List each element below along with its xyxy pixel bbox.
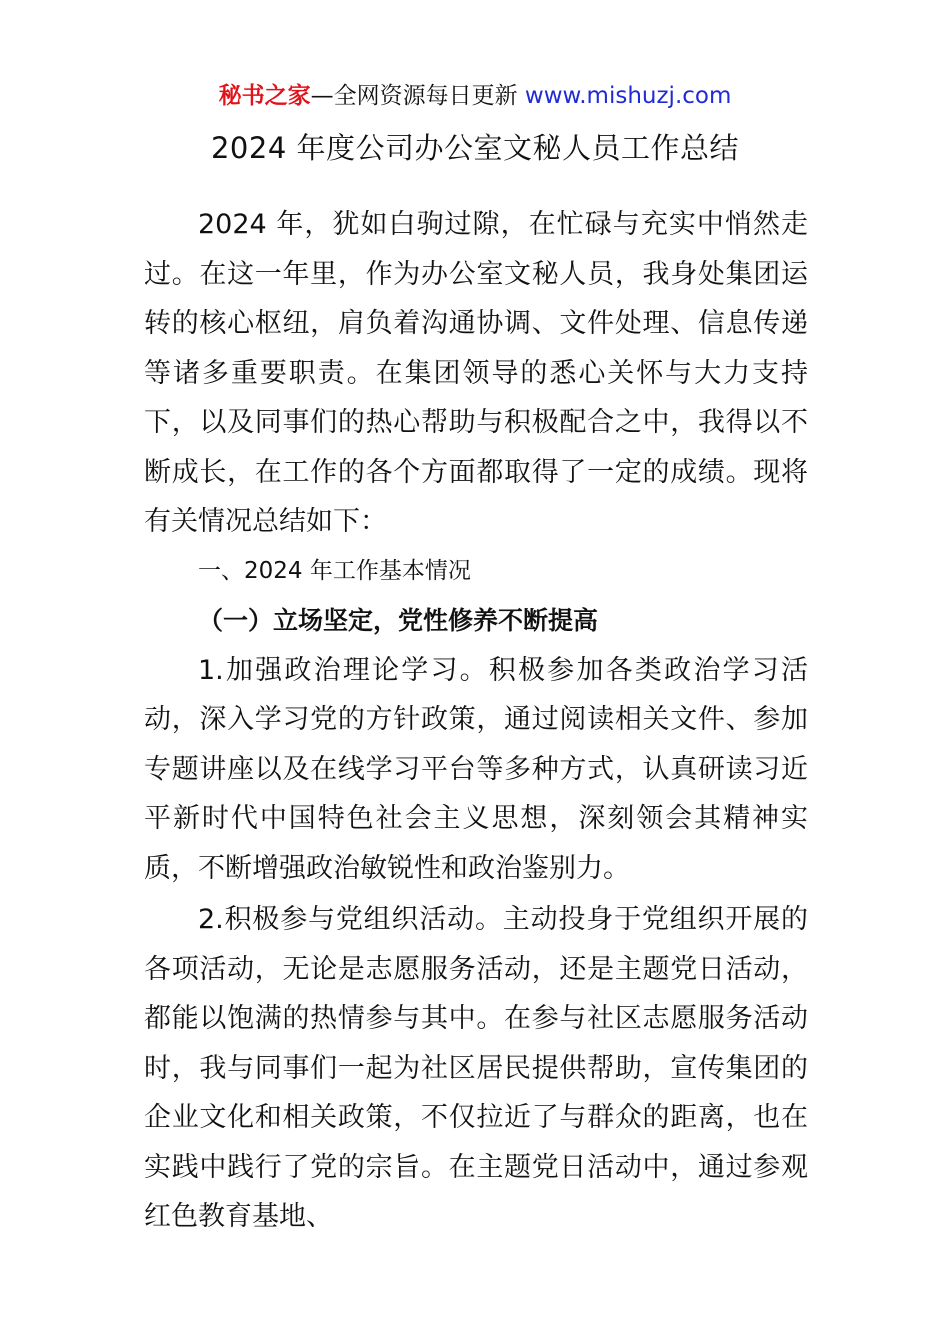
intro-paragraph: 2024 年，犹如白驹过隙，在忙碌与充实中悄然走过。在这一年里，作为办公室文秘人员，我身处集团运转的核心枢纽，肩负着沟通协调、文件处理、信息传递等诸多重要职责。在集团领导的悉心关怀与大力支持下，以及同事们的热心帮助与积极配合之中，我得以不断成长，在工作的各个方面都取得了一定的成绩。现将有关情况总结如下：: [144, 209, 808, 537]
section-heading: 一、2024 年工作基本情况: [198, 557, 471, 584]
paragraph-2: 2.积极参与党组织活动。主动投身于党组织开展的各项活动，无论是志愿服务活动，还是主题党日活动，都能以饱满的热情参与其中。在参与社区志愿服务活动时，我与同事们一起为社区居民提供帮助，宣传集团的企业文化和相关政策，不仅拉近了与群众的距离，也在实践中践行了党的宗旨。在主题党日活动中，通过参观红色教育基地、: [144, 904, 808, 1232]
document-body: [144, 200, 808, 1242]
brand-name: 秘书之家: [218, 83, 311, 109]
document-title: 2024 年度公司办公室文秘人员工作总结: [210, 131, 740, 165]
header-tagline: —全网资源每日更新: [310, 83, 518, 109]
paragraph-1: 1.加强政治理论学习。积极参加各类政治学习活动，深入学习党的方针政策，通过阅读相关文件、参加专题讲座以及在线学习平台等多种方式，认真研读习近平新时代中国特色社会主义思想，深刻领会其精神实质，不断增强政治敏锐性和政治鉴别力。: [144, 654, 808, 884]
site-header: [0, 80, 950, 112]
sub-heading: （一）立场坚定，党性修养不断提高: [198, 605, 599, 635]
site-url[interactable]: www.mishuzj.com: [524, 83, 732, 109]
